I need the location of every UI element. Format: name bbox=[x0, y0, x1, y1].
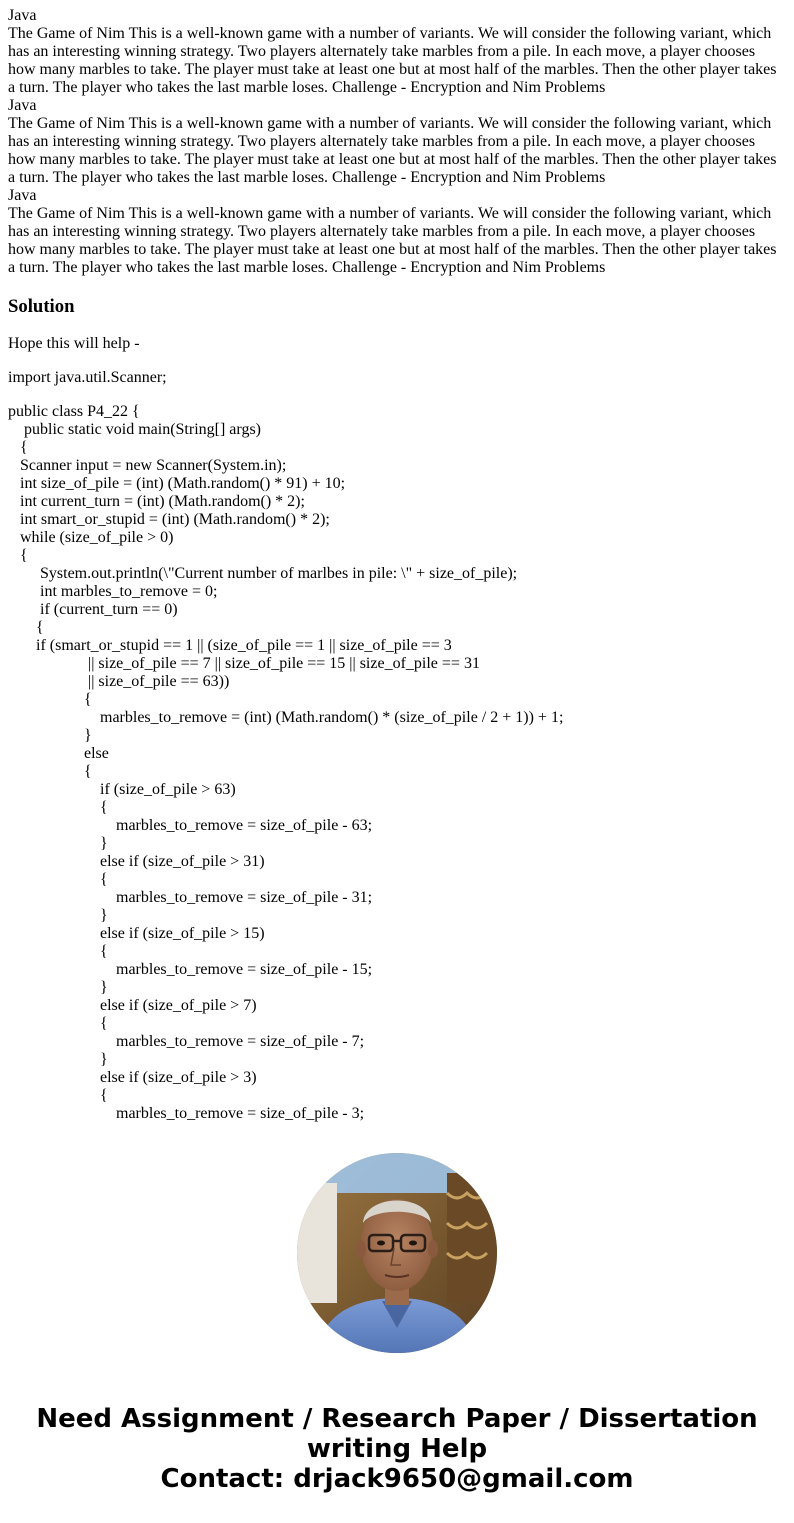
code-line: marbles_to_remove = size_of_pile - 3; bbox=[8, 1105, 365, 1122]
footer-line-1: Need Assignment / Research Paper / Dissertation bbox=[36, 1404, 758, 1434]
code-line: } bbox=[8, 907, 108, 924]
code-line: while (size_of_pile > 0) bbox=[8, 529, 174, 546]
code-line: else if (size_of_pile > 3) bbox=[8, 1069, 257, 1086]
code-line: } bbox=[8, 1051, 108, 1068]
code-line: || size_of_pile == 7 || size_of_pile == 15 || size_of_pile == 31 bbox=[8, 655, 480, 672]
code-line: } bbox=[8, 727, 92, 744]
code-import-line: import java.util.Scanner; bbox=[8, 369, 167, 386]
code-block bbox=[8, 403, 784, 1123]
code-line: marbles_to_remove = size_of_pile - 7; bbox=[8, 1033, 365, 1050]
code-line: public static void main(String[] args) bbox=[8, 421, 261, 438]
footer-banner bbox=[0, 1404, 794, 1494]
question-block-3 bbox=[8, 187, 784, 277]
code-line: { bbox=[8, 1015, 108, 1032]
code-line: System.out.println(\"Current number of marlbes in pile: \" + size_of_pile); bbox=[8, 565, 518, 582]
code-line: marbles_to_remove = size_of_pile - 63; bbox=[8, 817, 373, 834]
solution-intro: Hope this will help - bbox=[8, 335, 140, 352]
code-line: } bbox=[8, 835, 108, 852]
code-line: marbles_to_remove = size_of_pile - 15; bbox=[8, 961, 373, 978]
question-label: Java bbox=[8, 7, 37, 24]
footer-contact: Contact: drjack9650@gmail.com bbox=[160, 1464, 634, 1494]
question-block-1 bbox=[8, 7, 784, 97]
code-line: else if (size_of_pile > 7) bbox=[8, 997, 257, 1014]
code-line: { bbox=[8, 871, 108, 888]
question-text: The Game of Nim This is a well-known game with a number of variants. We will consider the following variant, which has an interesting winning strategy. Two players alternately take marbles from a pile. In each move, a player chooses how many marbles to take. The player must take at least one but at most half of the marbles. Then the other player takes a turn. The player who takes the last marble loses. Challenge - Encryption and Nim Problems bbox=[8, 25, 777, 96]
code-line: Scanner input = new Scanner(System.in); bbox=[8, 457, 287, 474]
solution-heading: Solution bbox=[8, 296, 75, 317]
code-line: } bbox=[8, 979, 108, 996]
code-line: int size_of_pile = (int) (Math.random() * 91) + 10; bbox=[8, 475, 346, 492]
question-label: Java bbox=[8, 97, 37, 114]
code-line: if (smart_or_stupid == 1 || (size_of_pile == 1 || size_of_pile == 3 bbox=[8, 637, 452, 654]
question-block-2 bbox=[8, 97, 784, 187]
code-line: { bbox=[8, 547, 28, 564]
code-line: int smart_or_stupid = (int) (Math.random() * 2); bbox=[8, 511, 330, 528]
code-line: marbles_to_remove = size_of_pile - 31; bbox=[8, 889, 373, 906]
author-photo bbox=[297, 1153, 497, 1353]
code-line: { bbox=[8, 763, 92, 780]
code-line: { bbox=[8, 943, 108, 960]
code-line: marbles_to_remove = (int) (Math.random() * (size_of_pile / 2 + 1)) + 1; bbox=[8, 709, 564, 726]
code-line: int current_turn = (int) (Math.random() * 2); bbox=[8, 493, 305, 510]
code-line: else bbox=[8, 745, 109, 762]
code-line: { bbox=[8, 691, 92, 708]
code-line: { bbox=[8, 439, 28, 456]
code-line: if (size_of_pile > 63) bbox=[8, 781, 236, 798]
question-text: The Game of Nim This is a well-known game with a number of variants. We will consider the following variant, which has an interesting winning strategy. Two players alternately take marbles from a pile. In each move, a player chooses how many marbles to take. The player must take at least one but at most half of the marbles. Then the other player takes a turn. The player who takes the last marble loses. Challenge - Encryption and Nim Problems bbox=[8, 205, 777, 276]
footer-line-2: writing Help bbox=[306, 1434, 488, 1464]
code-line: { bbox=[8, 1087, 108, 1104]
person-portrait-icon bbox=[297, 1153, 497, 1353]
code-line: public class P4_22 { bbox=[8, 403, 140, 420]
code-line: else if (size_of_pile > 31) bbox=[8, 853, 265, 870]
code-line: if (current_turn == 0) bbox=[8, 601, 178, 618]
document-body bbox=[8, 7, 784, 1123]
code-line: { bbox=[8, 799, 108, 816]
question-text: The Game of Nim This is a well-known game with a number of variants. We will consider the following variant, which has an interesting winning strategy. Two players alternately take marbles from a pile. In each move, a player chooses how many marbles to take. The player must take at least one but at most half of the marbles. Then the other player takes a turn. The player who takes the last marble loses. Challenge - Encryption and Nim Problems bbox=[8, 115, 777, 186]
code-line: int marbles_to_remove = 0; bbox=[8, 583, 218, 600]
code-line: || size_of_pile == 63)) bbox=[8, 673, 230, 690]
code-line: { bbox=[8, 619, 44, 636]
code-line: else if (size_of_pile > 15) bbox=[8, 925, 265, 942]
question-label: Java bbox=[8, 187, 37, 204]
